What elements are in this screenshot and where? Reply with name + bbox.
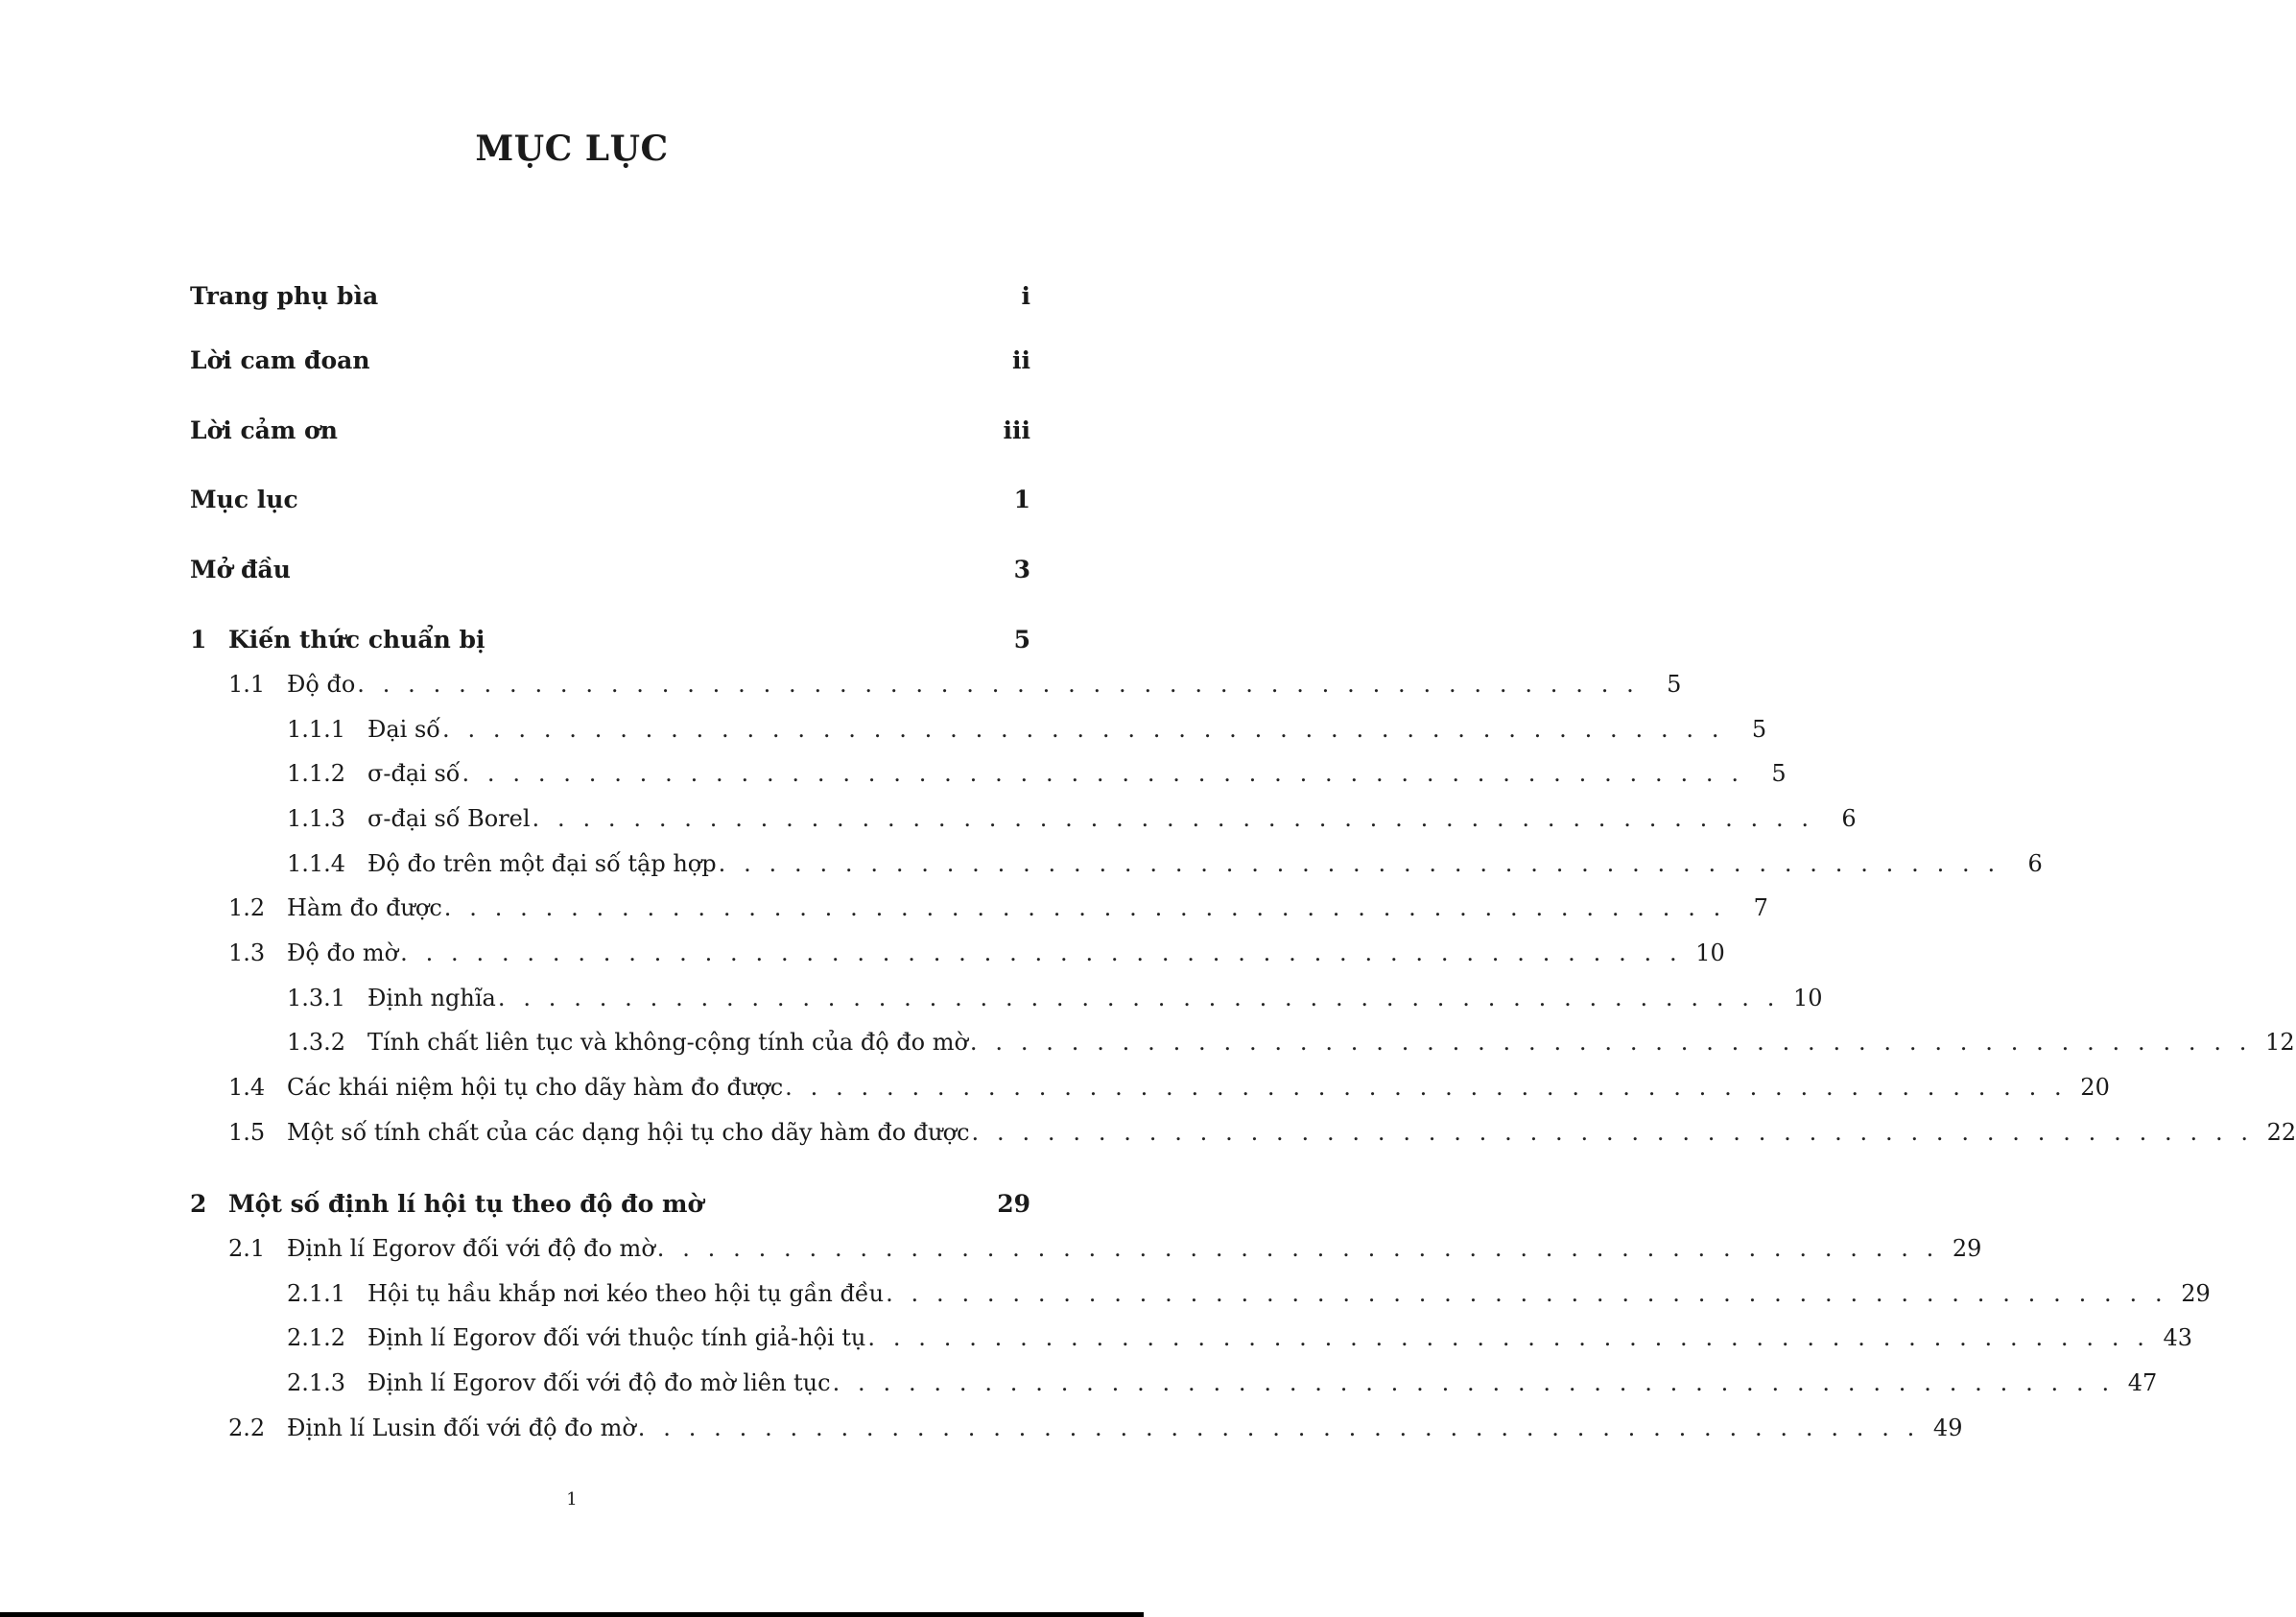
toc-entry[interactable] (190, 282, 1030, 317)
toc-subsection-label: σ-đại số (367, 760, 461, 787)
toc-subsection-label: Định lí Egorov đối với thuộc tính giả-hội tụ (367, 1324, 866, 1351)
dot-leader: . . . . . . . . . . . . . . . . . . . . . . . . . . . . . . . . . . . . . . . . . . . . . . . . . . . (400, 939, 1683, 966)
toc-entry-label: Trang phụ bìa (190, 282, 379, 310)
toc-subsection[interactable] (190, 716, 1767, 750)
toc-section-label: Độ đo mờ (287, 939, 399, 966)
toc-entry-page: iii (1003, 416, 1030, 444)
toc-subsection-label: Tính chất liên tục và không-cộng tính của độ đo mờ (367, 1029, 968, 1056)
page-number: 1 (566, 1489, 578, 1510)
toc-section-label: Độ đo (287, 671, 356, 698)
dot-leader: . . . . . . . . . . . . . . . . . . . . . . . . . . . . . . . . . . . . . . . . . . . . . . . . . . . (718, 850, 2000, 877)
toc-subsection-label: Định lí Egorov đối với độ đo mờ liên tục (367, 1369, 831, 1396)
toc-entry[interactable] (190, 486, 1030, 520)
toc-section-number: 1.2 (228, 894, 266, 921)
dot-leader: . . . . . . . . . . . . . . . . . . . . . . . . . . . . . . . . . . . . . . . . . . . . . . . . . . . (969, 1029, 2253, 1056)
toc-subsection[interactable] (190, 1369, 2158, 1404)
page-title: MỤC LỤC (475, 129, 669, 169)
toc-section-number: 1.3 (228, 939, 266, 966)
toc-section[interactable] (190, 894, 1768, 929)
toc-section[interactable] (190, 671, 1682, 705)
toc-section-page: 7 (1753, 894, 1768, 921)
toc-section-page: 29 (1952, 1235, 1982, 1262)
dot-leader: . . . . . . . . . . . . . . . . . . . . . . . . . . . . . . . . . . . . . . . . . . . . . . . . . . . (832, 1369, 2115, 1396)
toc-entry[interactable] (190, 416, 1030, 451)
dot-leader: . . . . . . . . . . . . . . . . . . . . . . . . . . . . . . . . . . . . . . . . . . . . . . . . . . . (971, 1119, 2254, 1146)
dot-leader: . . . . . . . . . . . . . . . . . . . . . . . . . . . . . . . . . . . . . . . . . . . . . . . . . . . (462, 760, 1744, 787)
toc-subsection[interactable] (190, 1280, 2211, 1315)
toc-subsection[interactable] (190, 1029, 2295, 1063)
toc-subsection[interactable] (190, 985, 1823, 1019)
toc-entry-page: ii (1012, 346, 1030, 374)
toc-subsection-number: 1.1.2 (287, 760, 346, 787)
toc-subsection-label: σ-đại số Borel (367, 805, 531, 832)
toc-subsection-page: 5 (1751, 716, 1767, 743)
toc-subsection-page: 6 (1841, 805, 1857, 832)
toc-section-number: 1.5 (228, 1119, 266, 1146)
toc-entry-label: Lời cam đoan (190, 346, 370, 374)
toc-section-page: 49 (1932, 1415, 1963, 1441)
dot-leader: . . . . . . . . . . . . . . . . . . . . . . . . . . . . . . . . . . . . . . . . . . . . . . . . . . . (637, 1415, 1920, 1441)
toc-chapter-label: Kiến thức chuẩn bị (228, 626, 485, 654)
toc-subsection-page: 12 (2265, 1029, 2295, 1056)
toc-entry-page: 3 (1013, 556, 1030, 583)
toc-subsection-page: 10 (1792, 985, 1823, 1011)
toc-section-page: 5 (1667, 671, 1682, 698)
toc-section-page: 10 (1695, 939, 1725, 966)
toc-section[interactable] (190, 1119, 2296, 1153)
toc-subsection-number: 1.1.4 (287, 850, 346, 877)
toc-entry-label: Mở đầu (190, 556, 291, 583)
toc-entry-page: 1 (1013, 486, 1030, 513)
toc-subsection-number: 1.1.3 (287, 805, 346, 832)
toc-section[interactable] (190, 1235, 1982, 1270)
toc-subsection[interactable] (190, 760, 1787, 795)
toc-entry[interactable] (190, 556, 1030, 590)
toc-section-number: 1.1 (228, 671, 266, 698)
toc-chapter-number: 2 (190, 1190, 207, 1218)
toc-entry-page: i (1021, 282, 1030, 310)
toc-subsection-page: 6 (2027, 850, 2043, 877)
dot-leader: . . . . . . . . . . . . . . . . . . . . . . . . . . . . . . . . . . . . . . . . . . . . . . . . . . . (497, 985, 1780, 1011)
toc-section-label: Định lí Lusin đối với độ đo mờ (287, 1415, 636, 1441)
toc-chapter-page: 5 (1013, 626, 1030, 654)
toc-entry-label: Lời cảm ơn (190, 416, 338, 444)
toc-section-page: 20 (2080, 1074, 2110, 1101)
toc-section-label: Định lí Egorov đối với độ đo mờ (287, 1235, 655, 1262)
page-bottom-edge (0, 1612, 1144, 1617)
toc-subsection-page: 5 (1771, 760, 1787, 787)
toc-entry-label: Mục lục (190, 486, 298, 513)
toc-subsection-label: Định nghĩa (367, 985, 496, 1011)
dot-leader: . . . . . . . . . . . . . . . . . . . . . . . . . . . . . . . . . . . . . . . . . . . . . . . . . . . (656, 1235, 1939, 1262)
toc-subsection-number: 2.1.2 (287, 1324, 346, 1351)
toc-subsection-number: 2.1.1 (287, 1280, 346, 1307)
toc-subsection-number: 2.1.3 (287, 1369, 346, 1396)
toc-subsection-number: 1.3.2 (287, 1029, 346, 1056)
toc-section-number: 2.2 (228, 1415, 266, 1441)
toc-chapter-number: 1 (190, 626, 207, 654)
toc-section-label: Hàm đo được (287, 894, 442, 921)
toc-section-label: Các khái niệm hội tụ cho dãy hàm đo được (287, 1074, 784, 1101)
toc-chapter-label: Một số định lí hội tụ theo độ đo mờ (228, 1190, 704, 1218)
toc-section-label: Một số tính chất của các dạng hội tụ cho dãy hàm đo được (287, 1119, 970, 1146)
dot-leader: . . . . . . . . . . . . . . . . . . . . . . . . . . . . . . . . . . . . . . . . . . . . . . . . . . . (867, 1324, 2150, 1351)
toc-subsection[interactable] (190, 805, 1857, 840)
toc-section[interactable] (190, 1074, 2110, 1108)
toc-subsection-number: 1.1.1 (287, 716, 346, 743)
toc-section-number: 1.4 (228, 1074, 266, 1101)
dot-leader: . . . . . . . . . . . . . . . . . . . . . . . . . . . . . . . . . . . . . . . . . . . . . . . . . . . (532, 805, 1814, 832)
dot-leader: . . . . . . . . . . . . . . . . . . . . . . . . . . . . . . . . . . . . . . . . . . . . . . . . . . . (785, 1074, 2068, 1101)
toc-section-page: 22 (2266, 1119, 2296, 1146)
toc-chapter-page: 29 (997, 1190, 1030, 1218)
toc-subsection-label: Hội tụ hầu khắp nơi kéo theo hội tụ gần đều (367, 1280, 885, 1307)
toc-subsection-label: Đại số (367, 716, 440, 743)
dot-leader: . . . . . . . . . . . . . . . . . . . . . . . . . . . . . . . . . . . . . . . . . . . . . . . . . . . (443, 894, 1726, 921)
dot-leader: . . . . . . . . . . . . . . . . . . . . . . . . . . . . . . . . . . . . . . . . . . . . . . . . . . . (441, 716, 1725, 743)
toc-subsection[interactable] (190, 850, 2043, 885)
toc-chapter[interactable] (190, 1190, 1030, 1225)
dot-leader: . . . . . . . . . . . . . . . . . . . . . . . . . . . . . . . . . . . . . . . . . . . . . . . . . . . (886, 1280, 2168, 1307)
toc-entry[interactable] (190, 346, 1030, 381)
toc-section[interactable] (190, 1415, 1963, 1449)
toc-section-number: 2.1 (228, 1235, 266, 1262)
dot-leader: . . . . . . . . . . . . . . . . . . . . . . . . . . . . . . . . . . . . . . . . . . . . . . . . . . . (357, 671, 1640, 698)
toc-subsection-page: 43 (2163, 1324, 2193, 1351)
toc-subsection-page: 47 (2127, 1369, 2158, 1396)
toc-subsection-number: 1.3.1 (287, 985, 346, 1011)
toc-chapter[interactable] (190, 626, 1030, 660)
toc-subsection-label: Độ đo trên một đại số tập hợp (367, 850, 717, 877)
toc-subsection[interactable] (190, 1324, 2193, 1359)
toc-subsection-page: 29 (2181, 1280, 2211, 1307)
toc-section[interactable] (190, 939, 1725, 974)
